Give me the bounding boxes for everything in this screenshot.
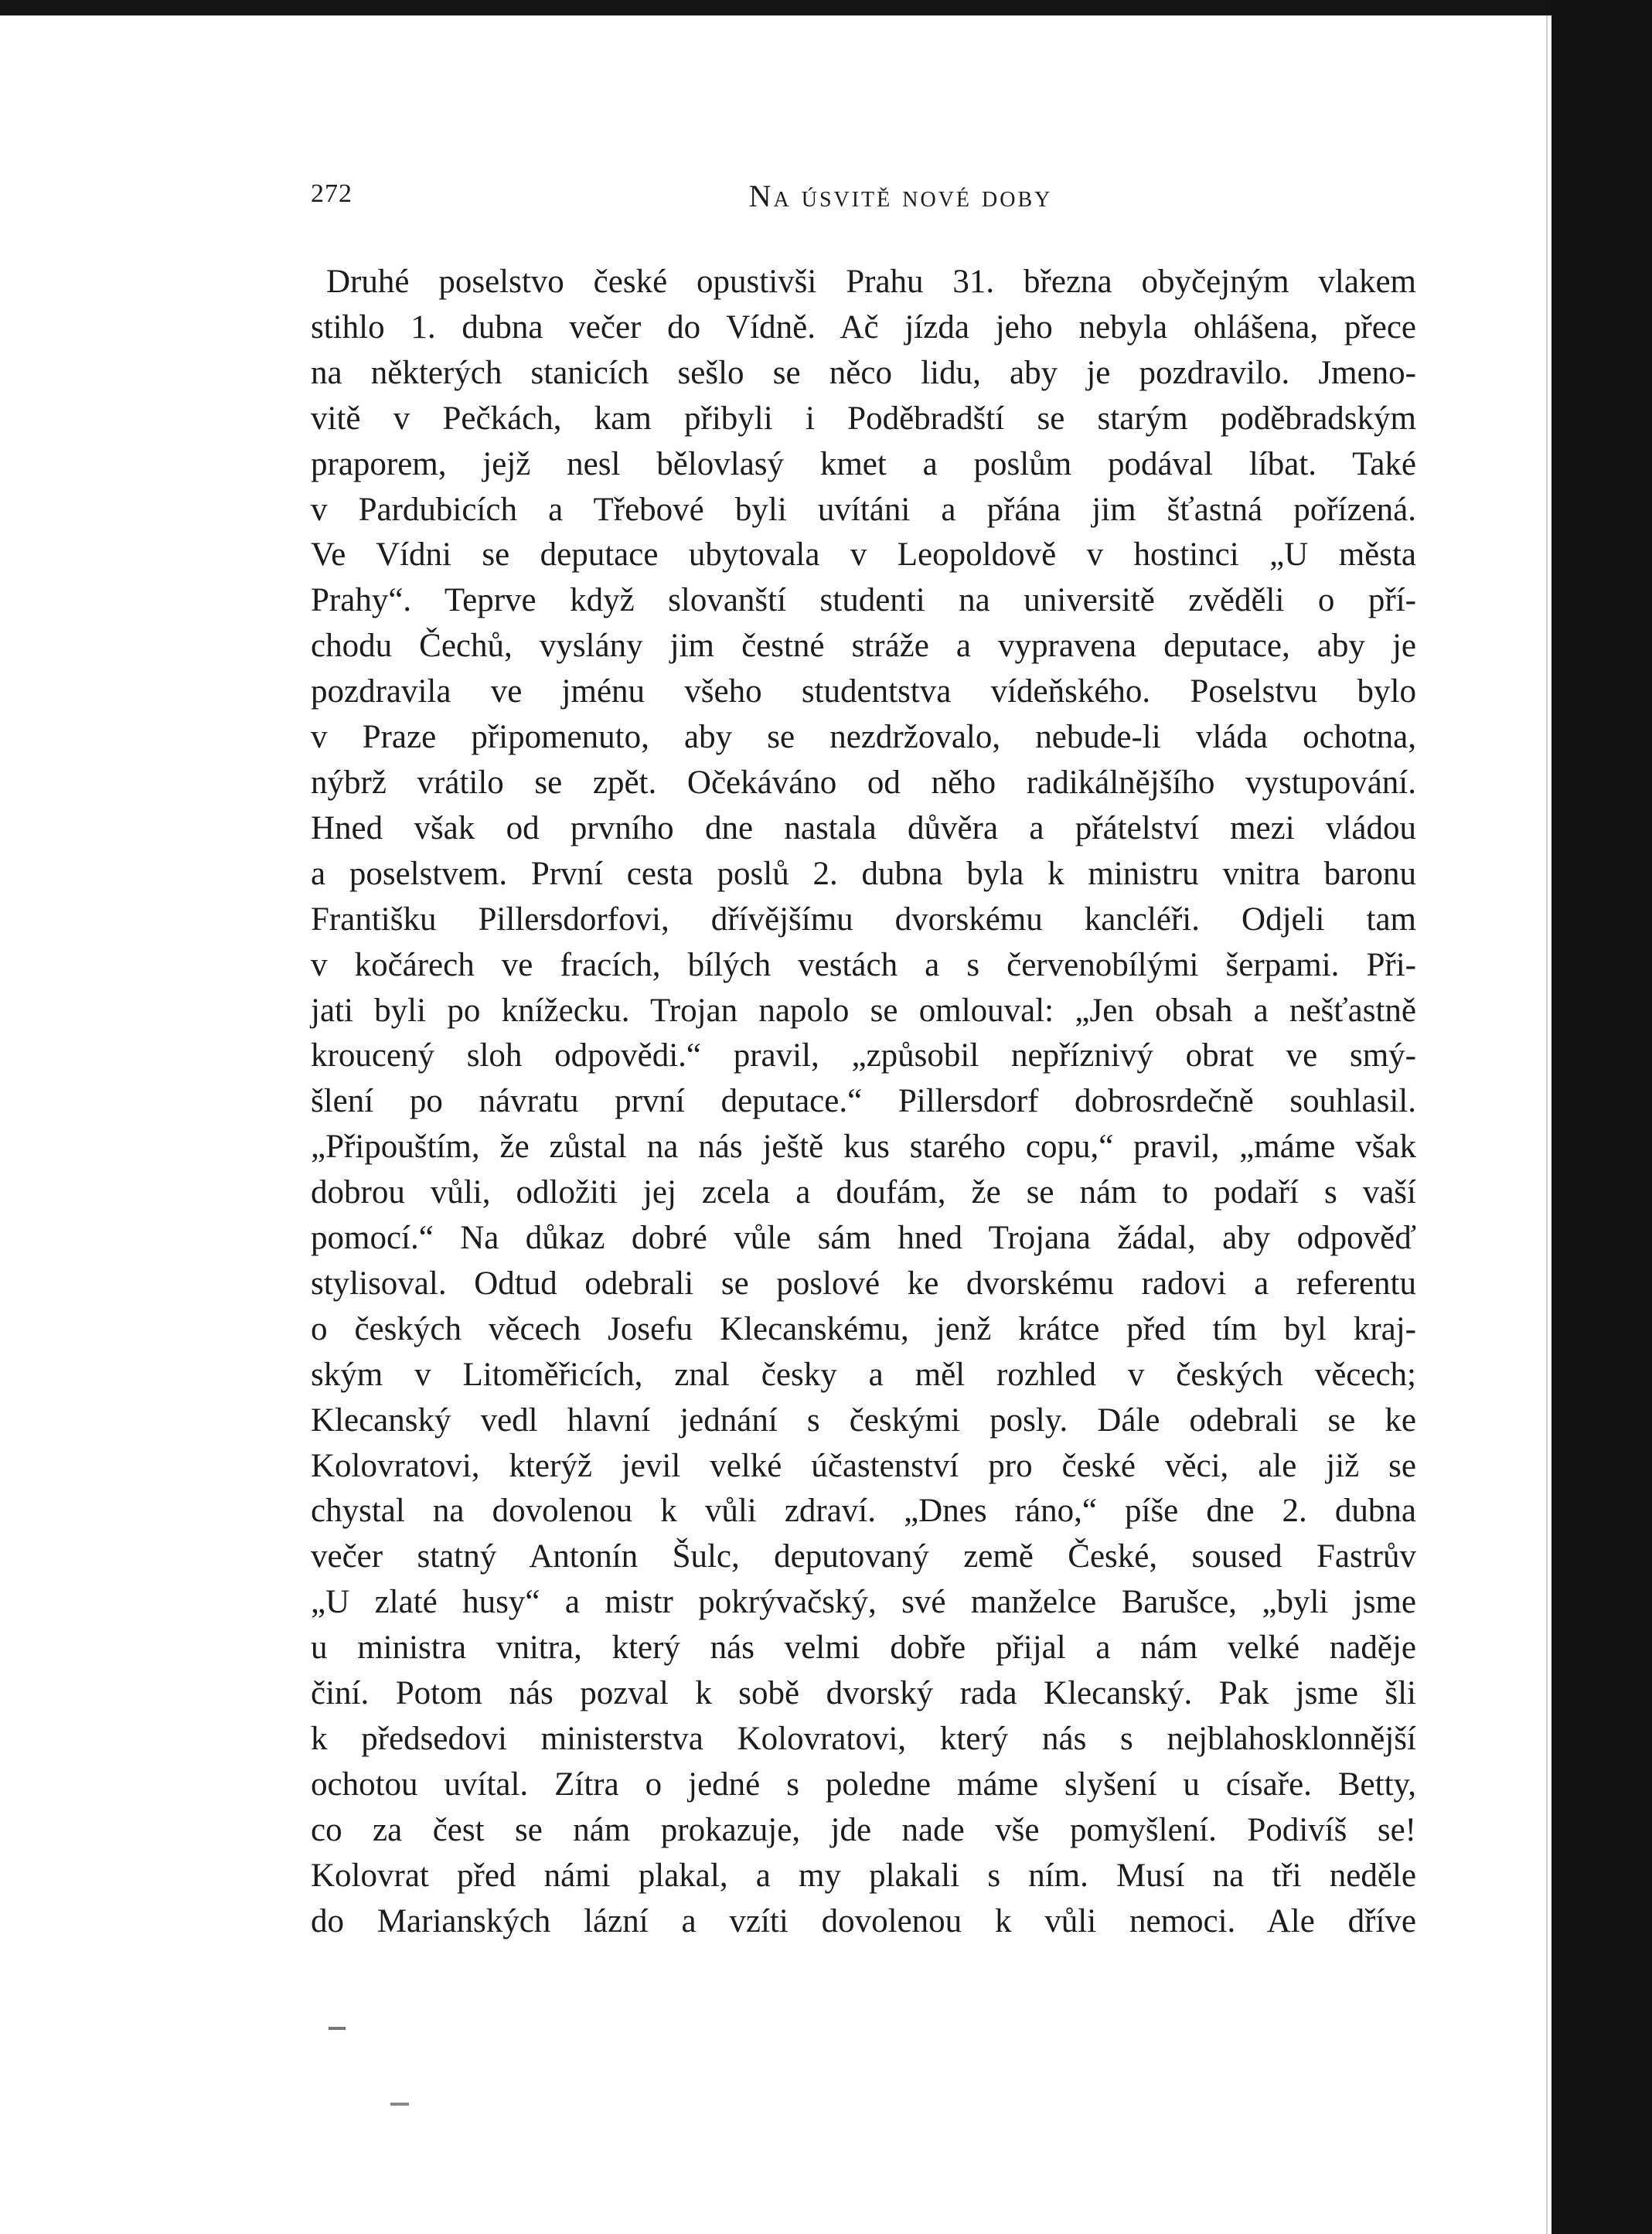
text-line: chodu Čechů, vyslány jim čestné stráže a vypravena deputace, aby je <box>311 628 1416 665</box>
text-line: nýbrž vrátilo se zpět. Očekáváno od něho radikálnějšího vystupování. <box>311 764 1416 801</box>
scan-speck <box>329 2027 346 2030</box>
text-line: chystal na dovolenou k vůli zdraví. „Dnes ráno,“ píše dne 2. dubna <box>311 1493 1416 1530</box>
text-line: v Pardubicích a Třebové byli uvítáni a přána jim šťastná pořízená. <box>311 491 1416 528</box>
text-line: k předsedovi ministerstva Kolovratovi, který nás s nejblahosklonnější <box>311 1721 1416 1757</box>
text-line: a poselstvem. První cesta poslů 2. dubna byla k ministru vnitra baronu <box>311 855 1416 892</box>
text-line: Františku Pillersdorfovi, dřívějšímu dvorskému kancléři. Odjeli tam <box>311 901 1416 938</box>
scan-top-border <box>0 0 1652 15</box>
text-line: Klecanský vedl hlavní jednání s českými posly. Dále odebrali se ke <box>311 1401 1416 1439</box>
text-line: činí. Potom nás pozval k sobě dvorský rada Klecanský. Pak jsme šli <box>311 1675 1416 1712</box>
running-head: Na úsvitě nové doby <box>748 179 1053 213</box>
text-line: v Praze připomenuto, aby se nezdržovalo, nebude-li vláda ochotna, <box>311 719 1416 756</box>
text-line: praporem, jejž nesl bělovlasý kmet a poslům podával líbat. Také <box>311 445 1416 482</box>
text-line: Druhé poselstvo české opustivši Prahu 31. března obyčejným vlakem <box>326 264 1416 300</box>
scan-right-border <box>1552 0 1652 2234</box>
text-line: Hned však od prvního dne nastala důvěra a přátelství mezi vládou <box>311 809 1416 846</box>
text-line: ochotou uvítal. Zítra o jedné s poledne máme slyšení u císaře. Betty, <box>311 1766 1416 1803</box>
text-line: stylisoval. Odtud odebrali se poslové ke dvorskému radovi a referentu <box>311 1265 1416 1302</box>
text-line: večer statný Antonín Šulc, deputovaný země České, soused Fastrův <box>311 1538 1416 1575</box>
text-line: do Marianských lázní a vzíti dovolenou k vůli nemoci. Ale dříve <box>311 1902 1416 1939</box>
text-line: o českých věcech Josefu Klecanskému, jenž krátce před tím byl kraj- <box>311 1310 1416 1347</box>
text-line: ským v Litoměřicích, znal česky a měl rozhled v českých věcech; <box>311 1356 1416 1393</box>
text-line: Kolovratovi, kterýž jevil velké účastenství pro české věci, ale již se <box>311 1447 1416 1484</box>
text-line: co za čest se nám prokazuje, jde nade vše pomyšlení. Podivíš se! <box>311 1811 1416 1848</box>
scan-speck <box>390 2103 409 2106</box>
text-line: Prahy“. Teprve když slovanští studenti na universitě zvěděli o pří- <box>311 582 1416 619</box>
text-line: v kočárech ve fracích, bílých vestách a s červenobílými šerpami. Při- <box>311 946 1416 983</box>
text-line: šlení po návratu první deputace.“ Pillersdorf dobrosrdečně souhlasil. <box>311 1083 1416 1120</box>
text-line: kroucený sloh odpovědi.“ pravil, „způsobil nepříznivý obrat ve smý- <box>311 1037 1416 1074</box>
text-line: dobrou vůli, odložiti jej zcela a doufám, že se nám to podaří s vaší <box>311 1174 1416 1211</box>
page-number: 272 <box>311 179 353 208</box>
text-line: „Připouštím, že zůstal na nás ještě kus starého copu,“ pravil, „máme však <box>311 1129 1416 1166</box>
text-line: na některých stanicích sešlo se něco lidu, aby je pozdravilo. Jmeno- <box>311 354 1416 391</box>
text-line: u ministra vnitra, který nás velmi dobře přijal a nám velké naděje <box>311 1630 1416 1667</box>
body-text <box>311 260 1416 1945</box>
text-line: Ve Vídni se deputace ubytovala v Leopoldově v hostinci „U města <box>311 536 1416 574</box>
text-line: pozdravila ve jménu všeho studentstva vídeňského. Poselstvu bylo <box>311 673 1416 710</box>
text-line: „U zlaté husy“ a mistr pokrývačský, své manželce Barušce, „byli jsme <box>311 1584 1416 1621</box>
text-line: pomocí.“ Na důkaz dobré vůle sám hned Trojana žádal, aby odpověď <box>311 1220 1416 1257</box>
page-edge-line <box>1546 15 1548 2234</box>
text-line: jati byli po knížecku. Trojan napolo se omlouval: „Jen obsah a nešťastně <box>311 992 1416 1029</box>
text-line: vitě v Pečkách, kam přibyli i Poděbradští se starým poděbradským <box>311 400 1416 437</box>
text-line: Kolovrat před námi plakal, a my plakali s ním. Musí na tři neděle <box>311 1857 1416 1894</box>
text-line: stihlo 1. dubna večer do Vídně. Ač jízda jeho nebyla ohlášena, přece <box>311 308 1416 346</box>
